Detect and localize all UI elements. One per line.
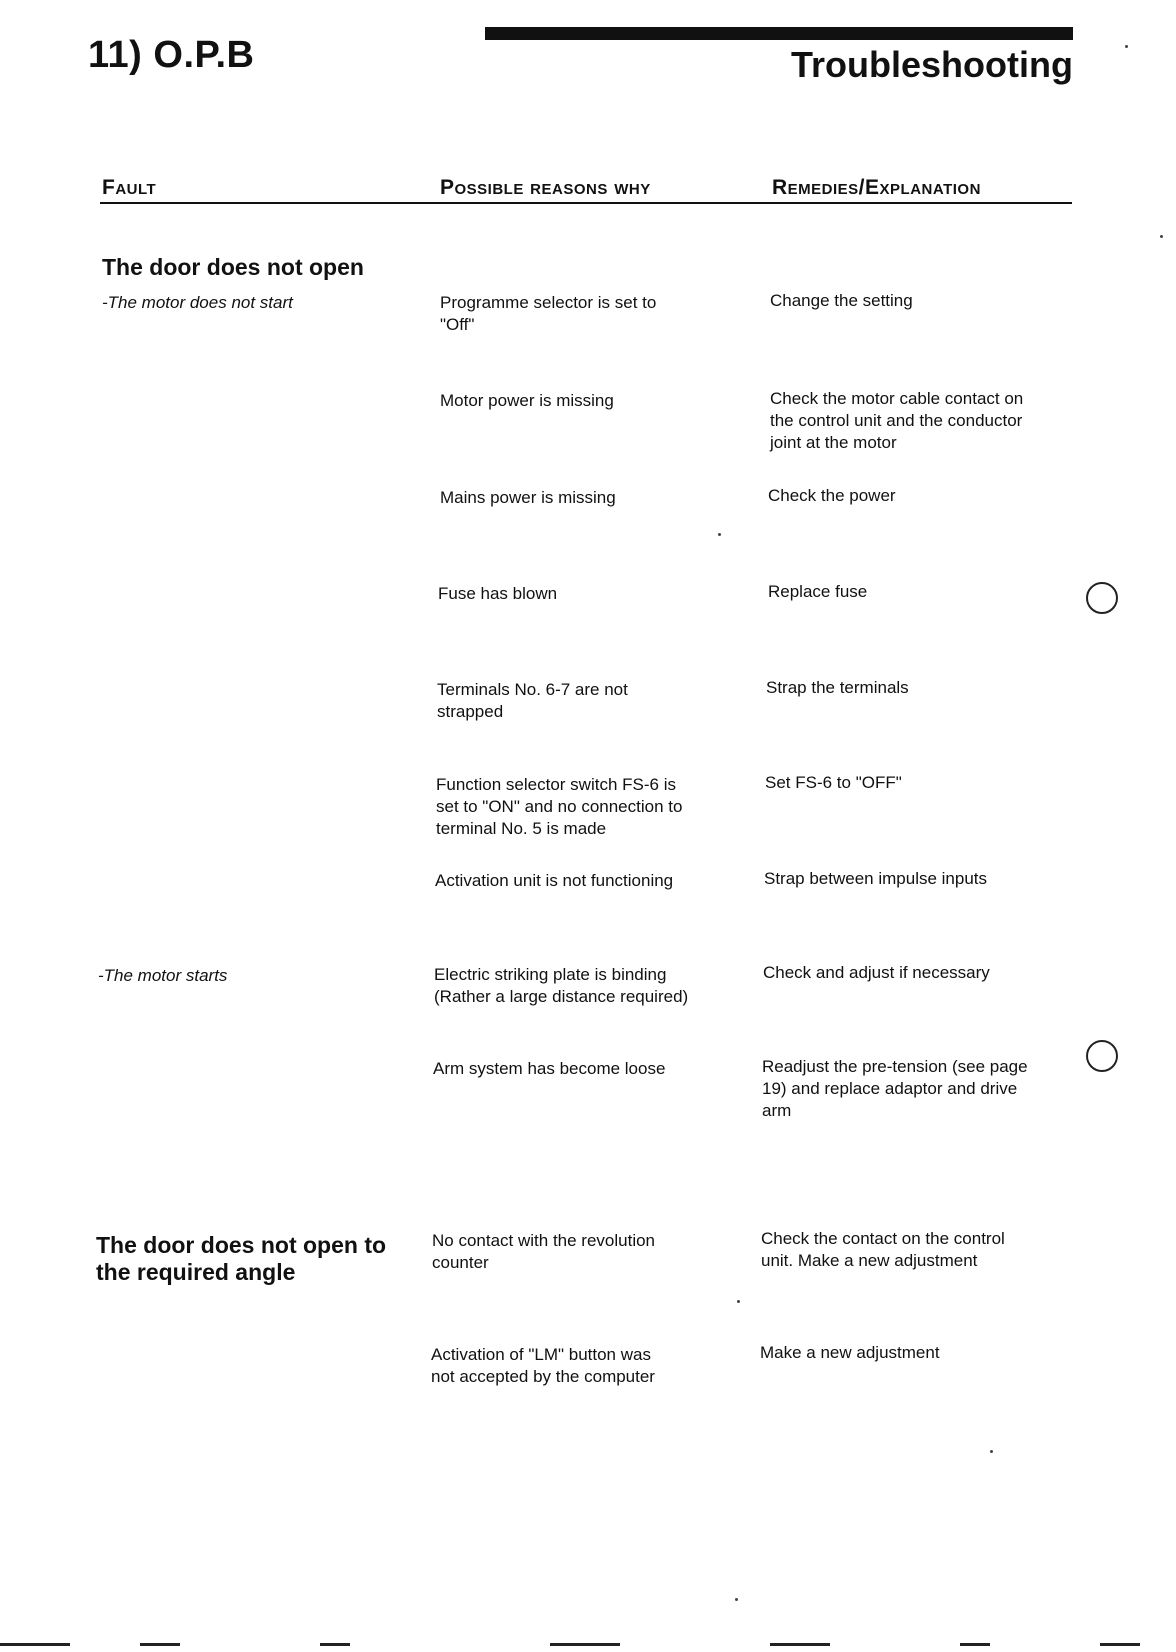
reason-cell: Electric striking plate is binding (Rather a large distance required)	[434, 965, 689, 1006]
column-header-fault: Fault	[102, 176, 157, 199]
reason-cell: Activation of "LM" button was not accepted by the computer	[431, 1345, 655, 1386]
punch-hole-icon	[1086, 582, 1118, 614]
remedy-cell: Change the setting	[770, 291, 913, 310]
header-divider	[100, 202, 1072, 204]
scan-artifact	[320, 1643, 350, 1646]
page-title: Troubleshooting	[791, 44, 1073, 85]
reason-cell: Arm system has become loose	[433, 1059, 666, 1078]
reason-cell: No contact with the revolution counter	[432, 1231, 656, 1272]
remedy-cell: Strap between impulse inputs	[764, 869, 988, 888]
column-header-reasons: Possible reasons why	[440, 176, 651, 199]
header-rule-bar	[485, 27, 1073, 40]
punch-hole-icon	[1086, 1040, 1118, 1072]
remedy-cell: Check the contact on the control unit. Make a new adjustment	[761, 1229, 1005, 1270]
remedy-cell: Set FS-6 to "OFF"	[765, 773, 902, 792]
scan-speck	[718, 533, 721, 536]
scan-artifact	[1100, 1643, 1140, 1646]
section-heading: 11) O.P.B	[88, 34, 255, 76]
reason-cell: Fuse has blown	[438, 584, 558, 603]
reason-cell: Programme selector is set to "Off"	[440, 293, 657, 334]
scan-speck	[1125, 45, 1128, 48]
reason-cell: Terminals No. 6-7 are not strapped	[437, 680, 628, 721]
fault-title: The door does not open	[102, 254, 364, 280]
reason-cell: Activation unit is not functioning	[435, 871, 674, 890]
remedy-cell: Make a new adjustment	[760, 1343, 940, 1362]
remedy-cell: Check the motor cable contact on the control unit and the conductor joint at the motor	[770, 389, 1024, 452]
remedy-cell: Replace fuse	[768, 582, 868, 601]
reason-cell: Function selector switch FS-6 is set to "ON" and no connection to terminal No. 5 is made	[436, 775, 683, 838]
scan-artifact	[960, 1643, 990, 1646]
subfault-label: -The motor starts	[98, 966, 228, 985]
fault-title: The door does not open to the required angle	[96, 1232, 387, 1285]
remedy-cell: Readjust the pre-tension (see page 19) and replace adaptor and drive arm	[762, 1057, 1028, 1120]
reason-cell: Motor power is missing	[440, 391, 614, 410]
scan-artifact	[0, 1643, 70, 1646]
scan-artifact	[140, 1643, 180, 1646]
column-header-remedies: Remedies/Explanation	[772, 176, 981, 199]
scan-speck	[737, 1300, 740, 1303]
reason-cell: Mains power is missing	[440, 488, 616, 507]
subfault-label: -The motor does not start	[102, 293, 293, 312]
remedy-cell: Check and adjust if necessary	[763, 963, 990, 982]
scan-speck	[1160, 235, 1163, 238]
scan-speck	[735, 1598, 738, 1601]
remedy-cell: Strap the terminals	[766, 678, 909, 697]
scan-artifact	[770, 1643, 830, 1646]
scan-speck	[990, 1450, 993, 1453]
remedy-cell: Check the power	[768, 486, 896, 505]
scan-artifact	[550, 1643, 620, 1646]
